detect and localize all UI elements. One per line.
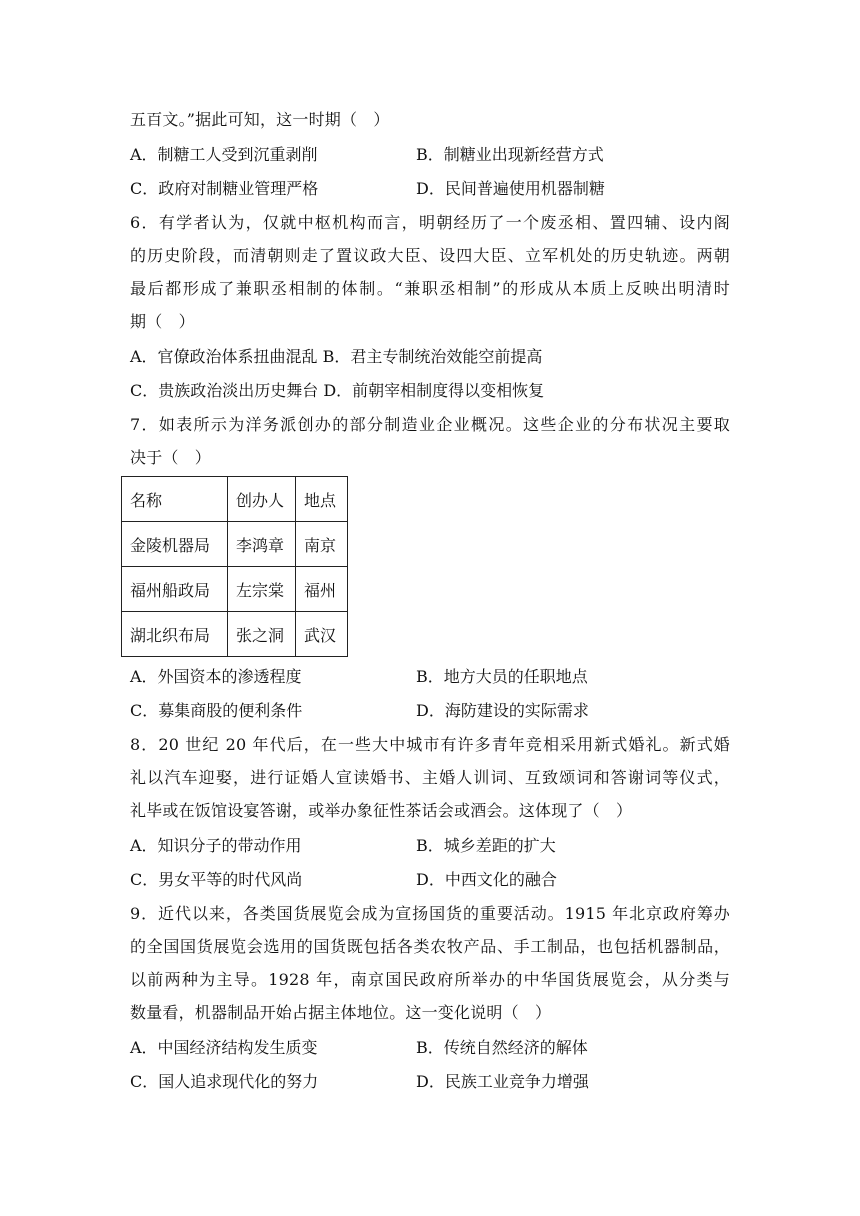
q9-stem-line-1: 9．近代以来，各类国货展览会成为宣扬国货的重要活动。1915 年北京政府筹办: [130, 904, 730, 923]
enterprise-table: [121, 476, 348, 657]
q7-option-d: D．海防建设的实际需求: [416, 701, 589, 720]
q9-stem-line-4: 数量看，机器制品开始占据主体地位。这一变化说明（ ）: [130, 1003, 552, 1022]
q5-option-a: A．制糖工人受到沉重剥削: [130, 145, 318, 164]
q8-option-a: A．知识分子的带动作用: [130, 836, 302, 855]
q8-option-d: D．中西文化的融合: [416, 870, 557, 889]
table-header-cell: 名称: [122, 477, 228, 522]
table-header-row: [122, 477, 348, 522]
q7-option-b: B．地方大员的任职地点: [416, 667, 588, 686]
q9-option-b: B．传统自然经济的解体: [416, 1038, 588, 1057]
q6-stem-line-2: 的历史阶段，而清朝则走了置议政大臣、设四大臣、立军机处的历史轨迹。两朝: [130, 246, 730, 265]
q6-stem-line-4: 期（ ）: [130, 312, 195, 331]
table-header-cell: 地点: [296, 477, 348, 522]
q5-stem-tail: 五百文。”据此可知，这一时期（ ）: [130, 110, 390, 129]
table-cell: 福州: [296, 567, 348, 612]
table-cell: 李鸿章: [228, 522, 296, 567]
q8-option-c: C．男女平等的时代风尚: [130, 870, 303, 889]
q8-stem-line-3: 礼毕或在饭馆设宴答谢，或举办象征性茶话会或酒会。这体现了（ ）: [130, 801, 633, 820]
q7-stem-line-2: 决于（ ）: [130, 448, 212, 467]
q9-stem-line-3: 以前两种为主导。1928 年，南京国民政府所举办的中华国货展览会，从分类与: [130, 970, 730, 989]
table-cell: 左宗棠: [228, 567, 296, 612]
q6-options-ab: A．官僚政治体系扭曲混乱 B．君主专制统治效能空前提高: [130, 347, 543, 366]
table-row: [122, 567, 348, 612]
q8-option-b: B．城乡差距的扩大: [416, 836, 556, 855]
q8-stem-line-2: 礼以汽车迎娶，进行证婚人宣读婚书、主婚人训词、互致颂词和答谢词等仪式，: [130, 768, 730, 787]
table-header-cell: 创办人: [228, 477, 296, 522]
q9-option-a: A．中国经济结构发生质变: [130, 1038, 318, 1057]
q9-option-c: C．国人追求现代化的努力: [130, 1072, 319, 1091]
q5-option-b: B．制糖业出现新经营方式: [416, 145, 604, 164]
q6-stem-line-3: 最后都形成了兼职丞相制的体制。“兼职丞相制”的形成从本质上反映出明清时: [130, 279, 730, 298]
table-row: [122, 522, 348, 567]
table-cell: 武汉: [296, 612, 348, 657]
q7-stem-line-1: 7．如表所示为洋务派创办的部分制造业企业概况。这些企业的分布状况主要取: [130, 415, 730, 434]
table-cell: 张之洞: [228, 612, 296, 657]
q9-stem-line-2: 的全国国货展览会选用的国货既包括各类农牧产品、手工制品，也包括机器制品，: [130, 937, 730, 956]
table-cell: 南京: [296, 522, 348, 567]
q6-options-cd: C．贵族政治淡出历史舞台 D．前朝宰相制度得以变相恢复: [130, 381, 545, 400]
q9-option-d: D．民族工业竞争力增强: [416, 1072, 589, 1091]
q6-stem-line-1: 6．有学者认为，仅就中枢机构而言，明朝经历了一个废丞相、置四辅、设内阁: [130, 213, 730, 232]
table-cell: 湖北织布局: [122, 612, 228, 657]
table-cell: 福州船政局: [122, 567, 228, 612]
table-row: [122, 612, 348, 657]
q8-stem-line-1: 8．20 世纪 20 年代后，在一些大中城市有许多青年竞相采用新式婚礼。新式婚: [130, 735, 730, 754]
q7-option-a: A．外国资本的渗透程度: [130, 667, 302, 686]
q5-option-d: D．民间普遍使用机器制糖: [416, 179, 605, 198]
q7-option-c: C．募集商股的便利条件: [130, 701, 303, 720]
q5-option-c: C．政府对制糖业管理严格: [130, 179, 319, 198]
table-cell: 金陵机器局: [122, 522, 228, 567]
